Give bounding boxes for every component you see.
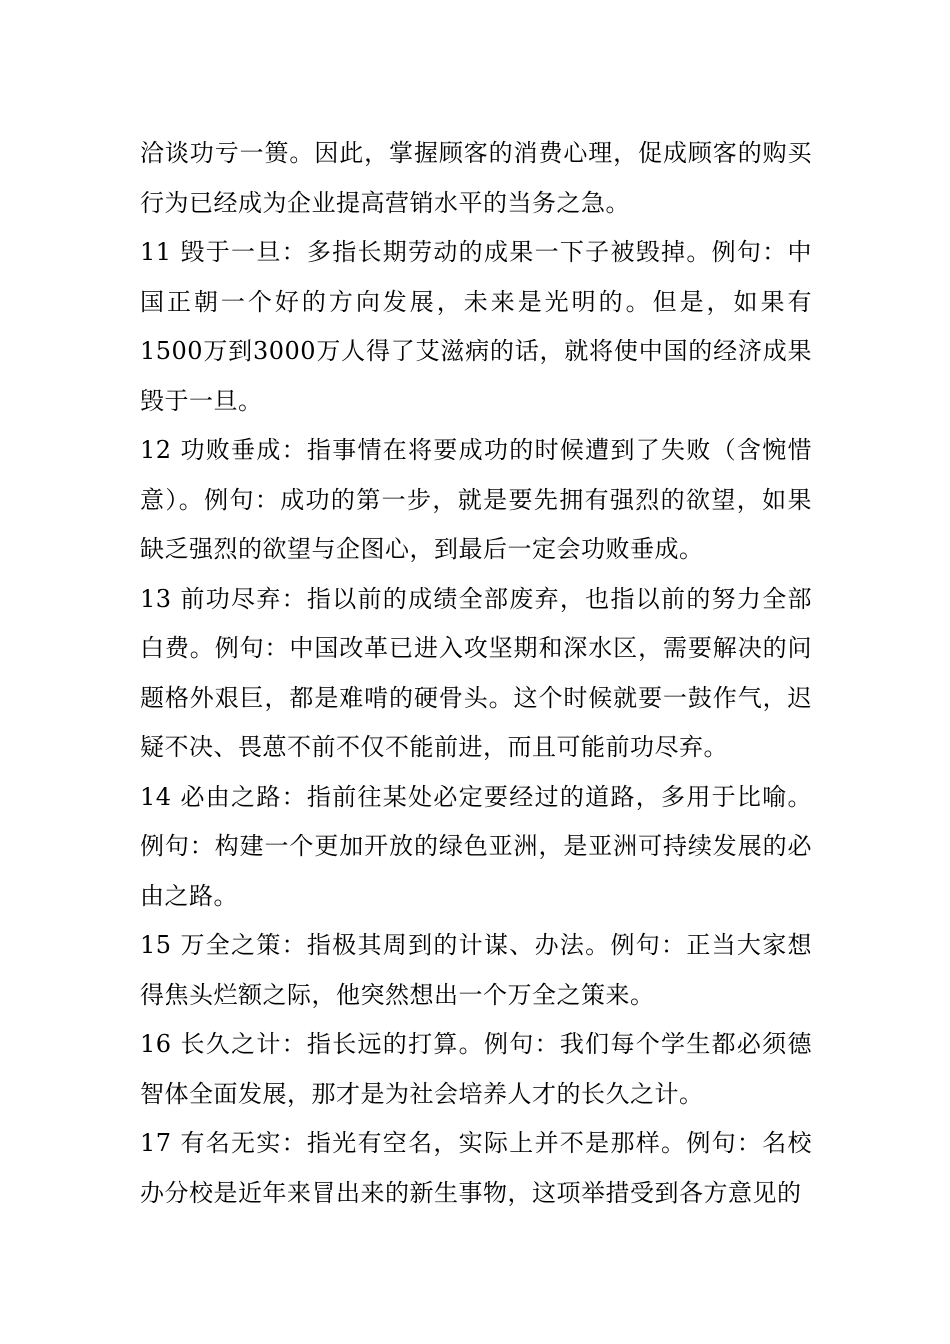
- paragraph-entry-15: 15 万全之策：指极其周到的计谋、办法。例句：正当大家想得焦头烂额之际，他突然想出一个万全之策来。: [140, 931, 812, 1009]
- paragraph-entry-16: 16 长久之计：指长远的打算。例句：我们每个学生都必须德智体全面发展，那才是为社会培养人才的长久之计。: [140, 1030, 812, 1108]
- paragraph-continuation: 洽谈功亏一篑。因此，掌握顾客的消费心理，促成顾客的购买行为已经成为企业提高营销水平的当务之急。: [140, 139, 812, 217]
- paragraph-entry-14: 14 必由之路：指前往某处必定要经过的道路，多用于比喻。例句：构建一个更加开放的绿色亚洲，是亚洲可持续发展的必由之路。: [140, 782, 812, 910]
- paragraph-entry-12: 12 功败垂成：指事情在将要成功的时候遭到了失败（含惋惜意）。例句：成功的第一步，就是要先拥有强烈的欲望，如果缺乏强烈的欲望与企图心，到最后一定会功败垂成。: [140, 436, 812, 563]
- paragraph-entry-11: 11 毁于一旦：多指长期劳动的成果一下子被毁掉。例句：中国正朝一个好的方向发展，未来是光明的。但是，如果有1500万到3000万人得了艾滋病的话，就将使中国的经济成果毁于一旦。: [140, 238, 812, 415]
- document-body: [140, 129, 812, 1218]
- paragraph-entry-17: 17 有名无实：指光有空名，实际上并不是那样。例句：名校办分校是近年来冒出来的新生事物，这项举措受到各方意见的: [140, 1129, 812, 1207]
- paragraph-entry-13: 13 前功尽弃：指以前的成绩全部废弃，也指以前的努力全部白费。例句：中国改革已进入攻坚期和深水区，需要解决的问题格外艰巨，都是难啃的硬骨头。这个时候就要一鼓作气，迟疑不决、畏葸不前不仅不能前进，而且可能前功尽弃。: [140, 584, 812, 761]
